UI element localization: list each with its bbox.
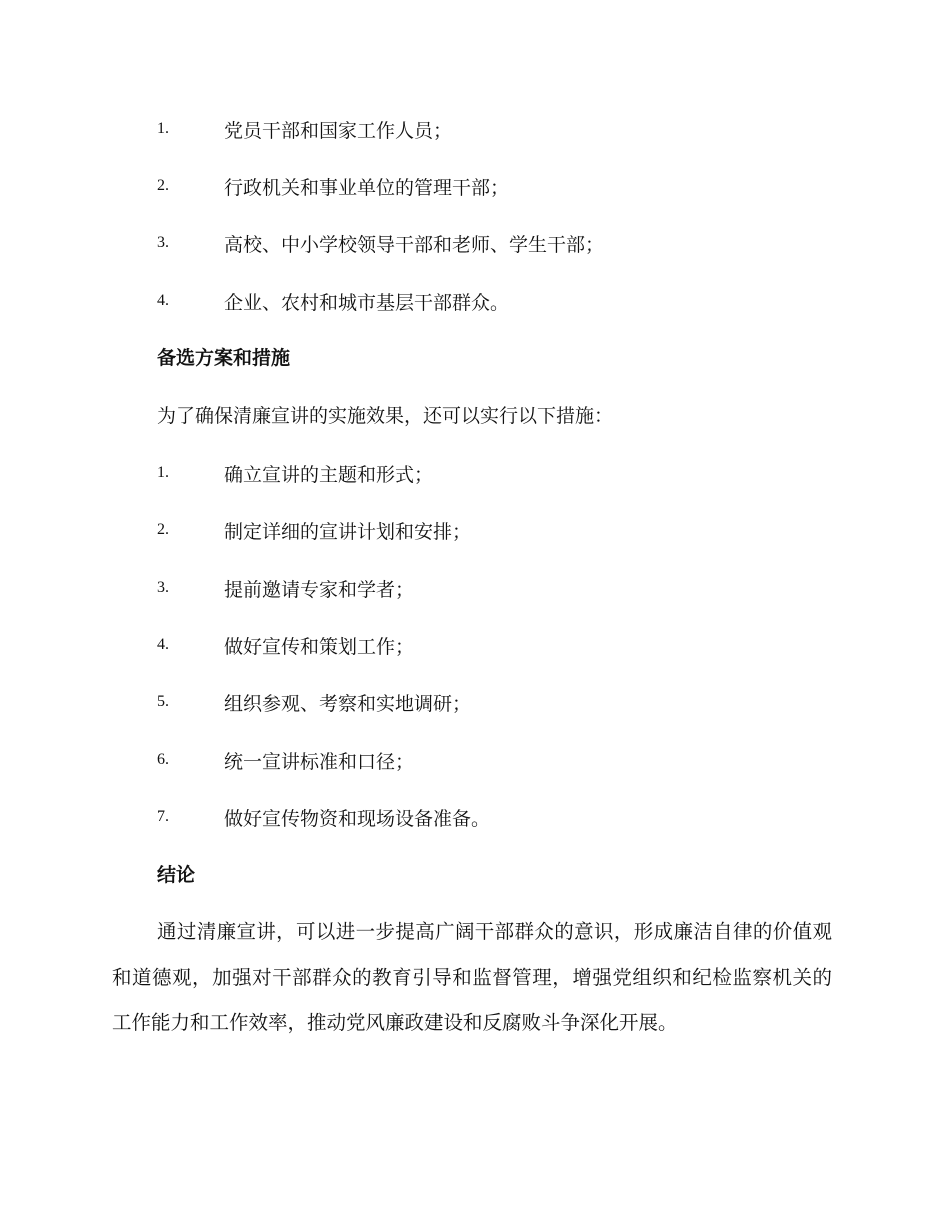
list-text: 提前邀请专家和学者； <box>224 578 415 601</box>
list-item <box>157 458 433 488</box>
list-text: 企业、农村和城市基层干部群众。 <box>224 291 510 314</box>
list-text: 统一宣讲标准和口径； <box>224 750 415 773</box>
conclusion-paragraph: 通过清廉宣讲，可以进一步提高广阔干部群众的意识，形成廉洁自律的价值观和道德观，加强对干部群众的教育引导和监督管理，增强党组织和纪检监察机关的工作能力和工作效率，推动党风廉政建设和反腐败斗争深化开展。 <box>112 920 832 1034</box>
list-text: 党员干部和国家工作人员； <box>224 119 453 142</box>
list-number: 1. <box>157 120 169 137</box>
list-item <box>157 630 414 660</box>
list-text: 高校、中小学校领导干部和老师、学生干部； <box>224 233 605 256</box>
list-item <box>157 114 452 144</box>
list-number: 6. <box>157 751 169 768</box>
section-heading-conclusion: 结论 <box>157 864 196 886</box>
list-text: 行政机关和事业单位的管理干部； <box>224 176 510 199</box>
list-number: 4. <box>157 292 169 309</box>
list-number: 7. <box>157 808 169 825</box>
list-text: 组织参观、考察和实地调研； <box>224 692 472 715</box>
list-text: 做好宣传物资和现场设备准备。 <box>224 807 491 830</box>
list-number: 1. <box>157 464 169 481</box>
list-text: 做好宣传和策划工作； <box>224 635 415 658</box>
list-item <box>157 171 509 201</box>
list-item <box>157 745 414 775</box>
list-number: 4. <box>157 636 169 653</box>
list-item <box>157 802 490 832</box>
list-text: 确立宣讲的主题和形式； <box>224 463 434 486</box>
list-item <box>157 687 471 717</box>
section-intro: 为了确保清廉宣讲的实施效果，还可以实行以下措施： <box>157 405 614 427</box>
list-item <box>157 286 509 316</box>
list-number: 3. <box>157 234 169 251</box>
list-item <box>157 573 414 603</box>
list-number: 2. <box>157 521 169 538</box>
list-text: 制定详细的宣讲计划和安排； <box>224 520 472 543</box>
list-number: 2. <box>157 177 169 194</box>
section-heading-alternatives: 备选方案和措施 <box>157 347 291 369</box>
list-number: 5. <box>157 693 169 710</box>
list-number: 3. <box>157 579 169 596</box>
list-item <box>157 515 471 545</box>
list-item <box>157 228 604 258</box>
